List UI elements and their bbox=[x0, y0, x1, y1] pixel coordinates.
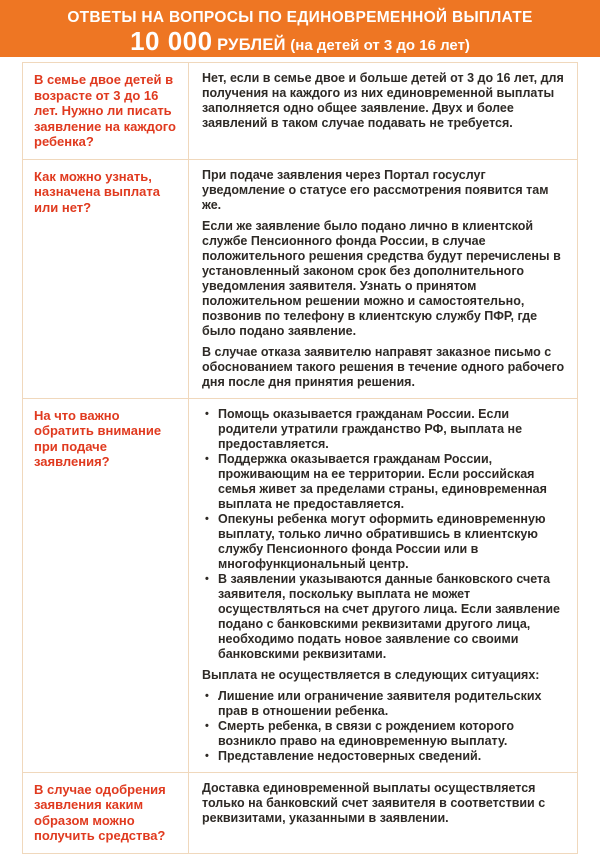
answer-bullet-item: • Опекуны ребенка могут оформить единовременную выплату, только лично обратившись в клиентскую службу Пенсионного фонда России или в многофункциональный центр. bbox=[202, 512, 569, 572]
answer-paragraph: При подаче заявления через Портал госуслуг уведомление о статусе его рассмотрения появится там же. bbox=[202, 167, 549, 212]
answer-cell bbox=[189, 63, 577, 159]
faq-row bbox=[23, 63, 577, 160]
answer-cell bbox=[189, 160, 577, 398]
header-banner bbox=[0, 0, 600, 57]
payment-amount: 10 000 bbox=[130, 26, 213, 56]
answer-cell bbox=[189, 399, 577, 772]
answer-bullet-item: • Представление недостоверных сведений. bbox=[202, 749, 569, 764]
header-title: ОТВЕТЫ НА ВОПРОСЫ ПО ЕДИНОВРЕМЕННОЙ ВЫПЛАТЕ bbox=[67, 9, 533, 26]
answer-paragraph: В случае отказа заявителю направят заказное письмо с обоснованием такого решения в течение одного рабочего дня после дня принятия решения. bbox=[202, 344, 565, 389]
answer-bullet-item: • Смерть ребенка, в связи с рождением которого возникло право на единовременную выплату. bbox=[202, 719, 569, 749]
question-cell: В семье двое детей в возрасте от 3 до 16 лет. Нужно ли писать заявление на каждого ребенка? bbox=[23, 63, 189, 159]
question-cell: На что важно обратить внимание при подаче заявления? bbox=[23, 399, 189, 772]
answer-bullet-item: • Лишение или ограничение заявителя родительских прав в отношении ребенка. bbox=[202, 689, 569, 719]
answer-paragraph: Выплата не осуществляется в следующих ситуациях: bbox=[202, 667, 540, 682]
faq-row bbox=[23, 773, 577, 853]
header-subtitle bbox=[10, 28, 590, 59]
answer-paragraph: Если же заявление было подано лично в клиентской службе Пенсионного фонда России, в случае положительного решения средства будут перечислены в установленный законом срок без дополнительного уведомления заявителя. Узнать о принятом положительном решении можно и самостоятельно, позвонив по телефону в клиентскую службу ПФР, где было подано заявление. bbox=[202, 218, 561, 338]
answer-bullet-item: • Поддержка оказывается гражданам России, проживающим на ее территории. Если российская семья живет за пределами страны, единовременная выплата не предоставляется. bbox=[202, 452, 569, 512]
answer-bullet-list bbox=[202, 689, 569, 764]
faq-row bbox=[23, 399, 577, 773]
age-range-note: (на детей от 3 до 16 лет) bbox=[290, 37, 470, 54]
faq-row bbox=[23, 160, 577, 399]
answer-paragraph: Доставка единовременной выплаты осуществляется только на банковский счет заявителя в соответствии с реквизитами, указанными в заявлении. bbox=[202, 780, 546, 825]
faq-table bbox=[22, 62, 578, 854]
answer-paragraph: Нет, если в семье двое и больше детей от 3 до 16 лет, для получения на каждого из них единовременной выплаты заполняется одно общее заявление. Двух и более заявлений в таком случае подавать не требуется. bbox=[202, 71, 564, 130]
question-cell: В случае одобрения заявления каким образом можно получить средства? bbox=[23, 773, 189, 853]
answer-bullet-item: • Помощь оказывается гражданам России. Если родители утратили гражданство РФ, выплата не предоставляется. bbox=[202, 407, 569, 452]
payment-currency: РУБЛЕЙ bbox=[217, 36, 286, 54]
answer-bullet-item: • В заявлении указываются данные банковского счета заявителя, поскольку выплата не может осуществляться на счет другого лица. Если заявление подано с банковскими реквизитами другого лица, необходимо подать новое заявление со своими банковскими реквизитами. bbox=[202, 572, 569, 662]
answer-bullet-list bbox=[202, 407, 569, 662]
answer-cell bbox=[189, 773, 577, 853]
question-cell: Как можно узнать, назначена выплата или нет? bbox=[23, 160, 189, 398]
